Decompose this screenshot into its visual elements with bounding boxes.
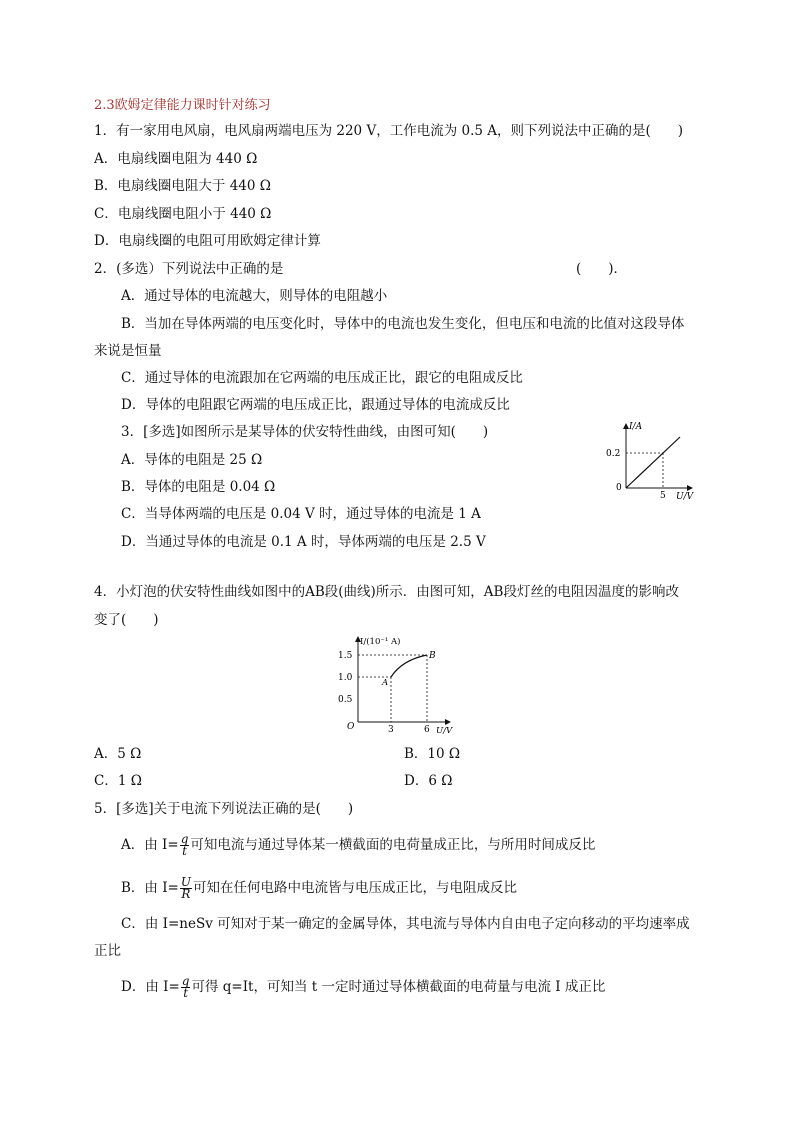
q5-option-b	[121, 876, 517, 900]
q5-option-c-line2: 正比	[94, 943, 121, 959]
q5-option-a-text: 可知电流与通过导体某一横截面的电荷量成正比，与所用时间成反比	[190, 837, 596, 853]
q4-x-axis-label: U/V	[436, 726, 453, 736]
q4-point-a-label: A	[382, 678, 389, 688]
q5-option-d-numerator: q	[181, 974, 190, 988]
q3-option-a: A．导体的电阻是 25 Ω	[121, 452, 263, 468]
q4-y-tick-0-5: 0.5	[338, 695, 353, 705]
q3-y-axis-label: I/A	[629, 422, 643, 432]
q3-option-b: B．导体的电阻是 0.04 Ω	[121, 479, 276, 495]
q5-option-b-fraction	[180, 877, 192, 900]
q5-option-a-fraction	[180, 834, 190, 857]
q4-y-tick-1-0: 1.0	[338, 673, 353, 683]
q5-option-b-denominator: R	[181, 887, 191, 901]
q3-iu-graph	[600, 418, 710, 504]
q4-iu-graph	[330, 632, 460, 736]
q3-iu-line	[626, 437, 680, 488]
q5-option-b-text: 可知在任何电路中电流皆与电压成正比，与电阻成反比	[192, 880, 517, 896]
q4-option-b: B．10 Ω	[404, 746, 461, 762]
q5-option-a-numerator: q	[180, 832, 189, 846]
q5-option-d	[121, 975, 605, 999]
q1-option-c: C．电扇线圈电阻小于 440 Ω	[94, 206, 272, 222]
q3-y-tick-label: 0.2	[606, 449, 621, 459]
q3-option-c: C．当导体两端的电压是 0.04 V 时，通过导体的电流是 1 A	[121, 506, 481, 522]
q4-y-axis-label: I/(10⁻¹ A)	[360, 637, 401, 647]
q1-option-a: A．电扇线圈电阻为 440 Ω	[94, 151, 258, 167]
q1-stem: 1．有一家用电风扇，电风扇两端电压为 220 V，工作电流为 0.5 A，则下列说法中正确的是( )	[94, 123, 684, 139]
page-title: 2.3欧姆定律能力课时针对练习	[94, 98, 271, 113]
q4-x-tick-3: 3	[388, 725, 394, 735]
q3-x-tick-label: 5	[660, 491, 666, 501]
q2-option-a: A．通过导体的电流越大，则导体的电阻越小	[121, 288, 388, 304]
q4-option-a: A．5 Ω	[94, 746, 142, 762]
q5-option-a-prefix: A．由 I=	[121, 837, 179, 853]
q4-stem-line2: 变了( )	[94, 612, 159, 628]
q2-stem: 2．(多选）下列说法中正确的是	[94, 261, 284, 277]
q2-option-b-line2: 来说是恒量	[94, 343, 162, 359]
q2-option-c: C．通过导体的电流跟加在它两端的电压成正比，跟它的电阻成反比	[121, 370, 523, 386]
q4-x-tick-6: 6	[424, 725, 430, 735]
q2-answer-bracket: ( )．	[576, 261, 628, 277]
q5-option-b-prefix: B．由 I=	[121, 880, 179, 896]
q5-option-d-prefix: D．由 I=	[121, 979, 180, 995]
q4-origin-label: O	[347, 722, 355, 732]
q5-option-d-denominator: t	[183, 986, 189, 1000]
q3-x-axis-label: U/V	[676, 492, 694, 502]
q2-option-b-line1: B．当加在导体两端的电压变化时，导体中的电流也发生变化，但电压和电流的比值对这段导体	[121, 316, 685, 332]
q2-option-d: D．导体的电阻跟它两端的电压成正比，跟通过导体的电流成反比	[121, 397, 510, 413]
q4-stem-line1: 4．小灯泡的伏安特性曲线如图中的AB段(曲线)所示．由图可知，AB段灯丝的电阻因温度的影响改	[94, 584, 679, 600]
q4-option-d: D．6 Ω	[404, 773, 453, 789]
q5-option-d-fraction	[181, 976, 191, 999]
q5-option-b-numerator: U	[180, 875, 191, 889]
q5-option-a-denominator: t	[182, 844, 187, 858]
q3-origin-label: 0	[616, 483, 622, 493]
q4-option-c: C．1 Ω	[94, 773, 142, 789]
q5-option-c-line1: C．由 I=neSv 可知对于某一确定的金属导体，其电流与导体内自由电子定向移动的平均速率成	[121, 916, 690, 932]
q1-option-d: D．电扇线圈的电阻可用欧姆定律计算	[94, 233, 321, 249]
q1-option-b: B．电扇线圈电阻大于 440 Ω	[94, 178, 271, 194]
q5-option-d-text: 可得 q=It，可知当 t 一定时通过导体横截面的电荷量与电流 I 成正比	[191, 979, 606, 995]
q4-point-b-label: B	[429, 651, 436, 661]
q4-ab-curve	[391, 655, 427, 677]
q5-stem: 5．[多选]关于电流下列说法正确的是( )	[94, 801, 354, 817]
q3-option-d: D．当通过导体的电流是 0.1 A 时，导体两端的电压是 2.5 V	[121, 534, 486, 550]
q4-y-tick-1-5: 1.5	[338, 651, 353, 661]
q3-stem: 3．[多选]如图所示是某导体的伏安特性曲线，由图可知( )	[121, 424, 489, 440]
q5-option-a	[121, 833, 595, 857]
